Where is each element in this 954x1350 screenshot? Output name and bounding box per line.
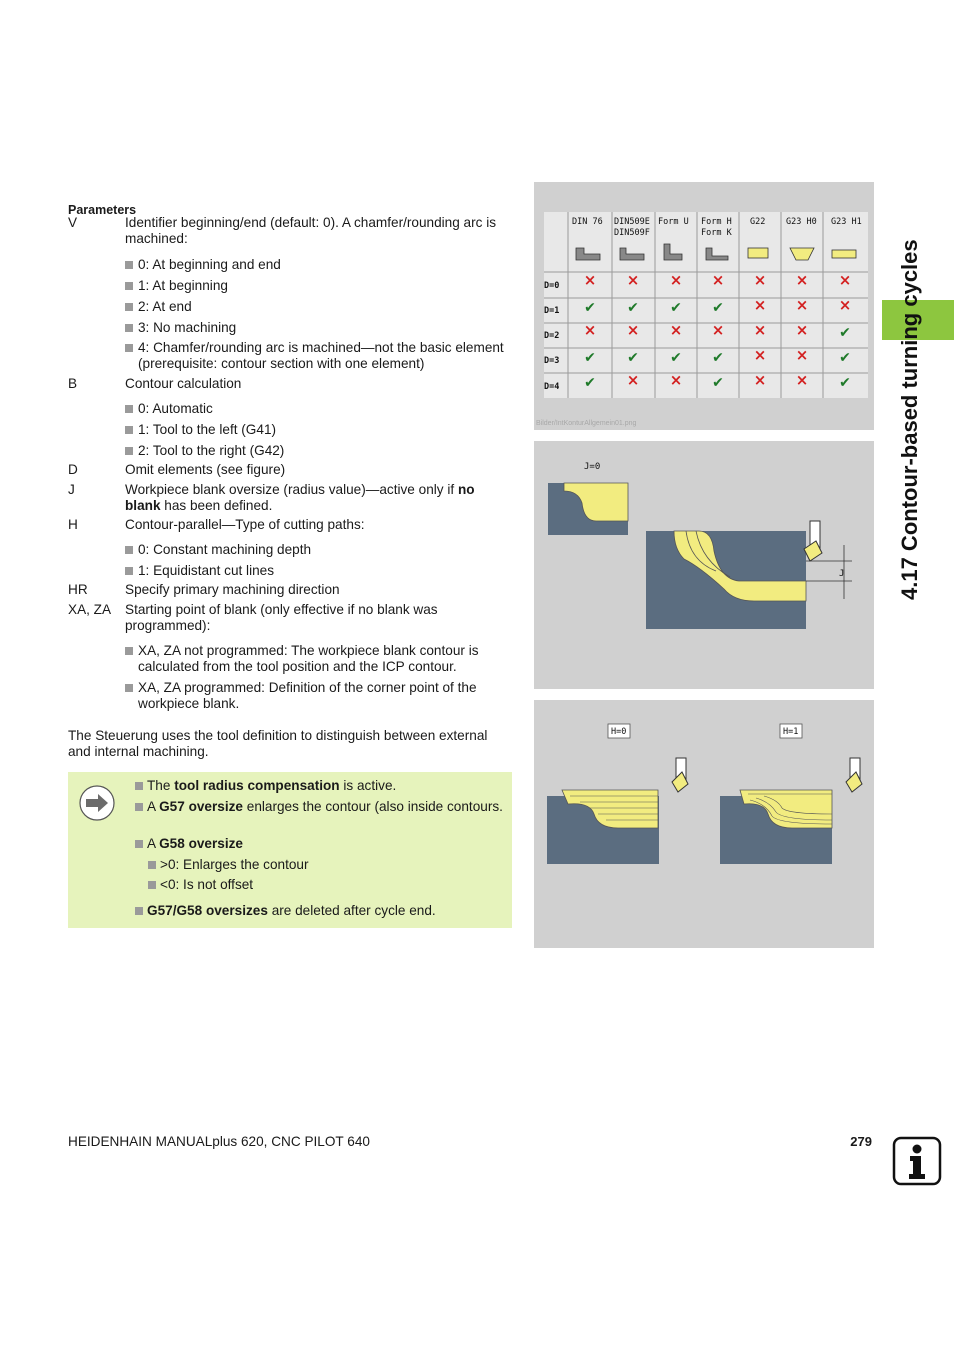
label-h0: H=0 (611, 727, 627, 737)
cross-icon: × (711, 321, 725, 339)
param-key-j: J (68, 482, 75, 497)
arrow-right-icon (79, 785, 115, 821)
check-icon: ✔ (627, 300, 639, 316)
col-header: DIN 76 (572, 217, 603, 227)
param-key-d: D (68, 462, 78, 477)
list-item: 2: Tool to the right (G42) (125, 443, 510, 459)
cross-icon: × (711, 271, 725, 289)
param-desc-h: Contour-parallel—Type of cutting paths: (125, 517, 365, 532)
check-icon: ✔ (584, 300, 596, 316)
col-header: G22 (750, 217, 766, 227)
col-header: G23 H1 (831, 217, 862, 227)
param-desc-j: Workpiece blank oversize (radius value)—active only if no blank has been defined. (125, 482, 475, 513)
list-item: 1: Equidistant cut lines (125, 563, 510, 579)
list-item: 0: Constant machining depth (125, 542, 510, 558)
param-desc-v: Identifier beginning/end (default: 0). A chamfer/rounding arc is machined: (125, 215, 497, 246)
g22-profile-icon (748, 248, 768, 258)
cut-paths-diagram (534, 700, 874, 948)
param-desc-xa-za: Starting point of blank (only effective if no blank was programmed): (125, 602, 438, 633)
check-icon: ✔ (584, 350, 596, 366)
note-line: A G58 oversize (135, 836, 505, 852)
cross-icon: × (795, 271, 809, 289)
check-icon: ✔ (670, 300, 682, 316)
footer-title: HEIDENHAIN MANUALplus 620, CNC PILOT 640 (68, 1134, 370, 1149)
note-subline: >0: Enlarges the contour (148, 857, 518, 873)
figure-dim-j: J (839, 569, 845, 579)
cross-icon: × (753, 296, 767, 314)
param-key-v: V (68, 215, 78, 230)
g23h1-profile-icon (832, 250, 856, 258)
cross-icon: × (626, 371, 640, 389)
cross-icon: × (795, 371, 809, 389)
cross-icon: × (753, 346, 767, 364)
section-title-vertical: 4.17 Contour-based turning cycles (897, 239, 922, 600)
check-icon: ✔ (627, 350, 639, 366)
list-item: 3: No machining (125, 320, 510, 336)
param-key-h: H (68, 517, 78, 532)
cross-icon: × (753, 321, 767, 339)
list-item: 1: At beginning (125, 278, 510, 294)
col-header: Form U (658, 217, 689, 227)
col-header: Form K (701, 228, 732, 238)
cross-icon: × (795, 296, 809, 314)
param-desc-d: Omit elements (see figure) (125, 462, 286, 477)
check-icon: ✔ (839, 350, 851, 366)
check-icon: ✔ (584, 375, 596, 391)
figure-blank-oversize (534, 441, 874, 689)
row-label: D=3 (544, 356, 560, 366)
body-paragraph: The Steuerung uses the tool definition to distinguish between external and internal machining. (68, 728, 488, 759)
check-icon: ✔ (712, 350, 724, 366)
figure-omit-elements (534, 182, 874, 430)
parameters-heading: Parameters (68, 203, 137, 217)
cross-icon: × (753, 271, 767, 289)
note-box (68, 772, 512, 928)
param-desc-hr: Specify primary machining direction (125, 582, 340, 597)
list-item: 2: At end (125, 299, 510, 315)
row-label: D=1 (544, 306, 560, 316)
col-header: G23 H0 (786, 217, 817, 227)
row-label: D=0 (544, 281, 560, 291)
row-label: D=2 (544, 331, 560, 341)
cross-icon: × (669, 271, 683, 289)
check-icon: ✔ (670, 350, 682, 366)
check-icon: ✔ (712, 300, 724, 316)
figure-cut-paths (534, 700, 874, 948)
info-icon (892, 1136, 942, 1186)
cross-icon: × (626, 271, 640, 289)
cross-icon: × (838, 296, 852, 314)
cross-icon: × (795, 346, 809, 364)
list-item: XA, ZA not programmed: The workpiece blank contour is calculated from the tool position and the ICP contour. (125, 643, 510, 675)
cross-icon: × (795, 321, 809, 339)
col-header: DIN509F (614, 228, 650, 238)
check-icon: ✔ (839, 375, 851, 391)
cross-icon: × (583, 321, 597, 339)
cross-icon: × (838, 271, 852, 289)
list-item: 4: Chamfer/rounding arc is machined—not the basic element (prerequisite: contour section with one element) (125, 340, 510, 372)
note-line: The tool radius compensation is active. (135, 778, 505, 794)
note-line: G57/G58 oversizes are deleted after cycle end. (135, 903, 505, 919)
param-key-hr: HR (68, 582, 88, 597)
list-item: 0: Automatic (125, 401, 510, 417)
col-header: Form H (701, 217, 732, 227)
param-key-b: B (68, 376, 78, 391)
param-key-xa-za: XA, ZA (68, 602, 112, 617)
blank-oversize-diagram (534, 441, 874, 689)
list-item: XA, ZA programmed: Definition of the corner point of the workpiece blank. (125, 680, 510, 712)
check-icon: ✔ (839, 325, 851, 341)
note-line: A G57 oversize enlarges the contour (also inside contours. (135, 799, 505, 815)
check-icon: ✔ (712, 375, 724, 391)
row-label: D=4 (544, 382, 560, 392)
figure-caption: Bilder/IntKonturAllgemein01.png (536, 420, 637, 427)
list-item: 1: Tool to the left (G41) (125, 422, 510, 438)
cross-icon: × (669, 321, 683, 339)
omit-elements-table (534, 182, 874, 430)
col-header: DIN509E (614, 217, 650, 227)
cross-icon: × (669, 371, 683, 389)
figure-label-j0: J=0 (584, 462, 601, 472)
cross-icon: × (753, 371, 767, 389)
cross-icon: × (626, 321, 640, 339)
page-number: 279 (850, 1134, 872, 1149)
param-desc-b: Contour calculation (125, 376, 242, 391)
label-h1: H=1 (783, 727, 799, 737)
cross-icon: × (583, 271, 597, 289)
note-subline: <0: Is not offset (148, 877, 518, 893)
list-item: 0: At beginning and end (125, 257, 510, 273)
